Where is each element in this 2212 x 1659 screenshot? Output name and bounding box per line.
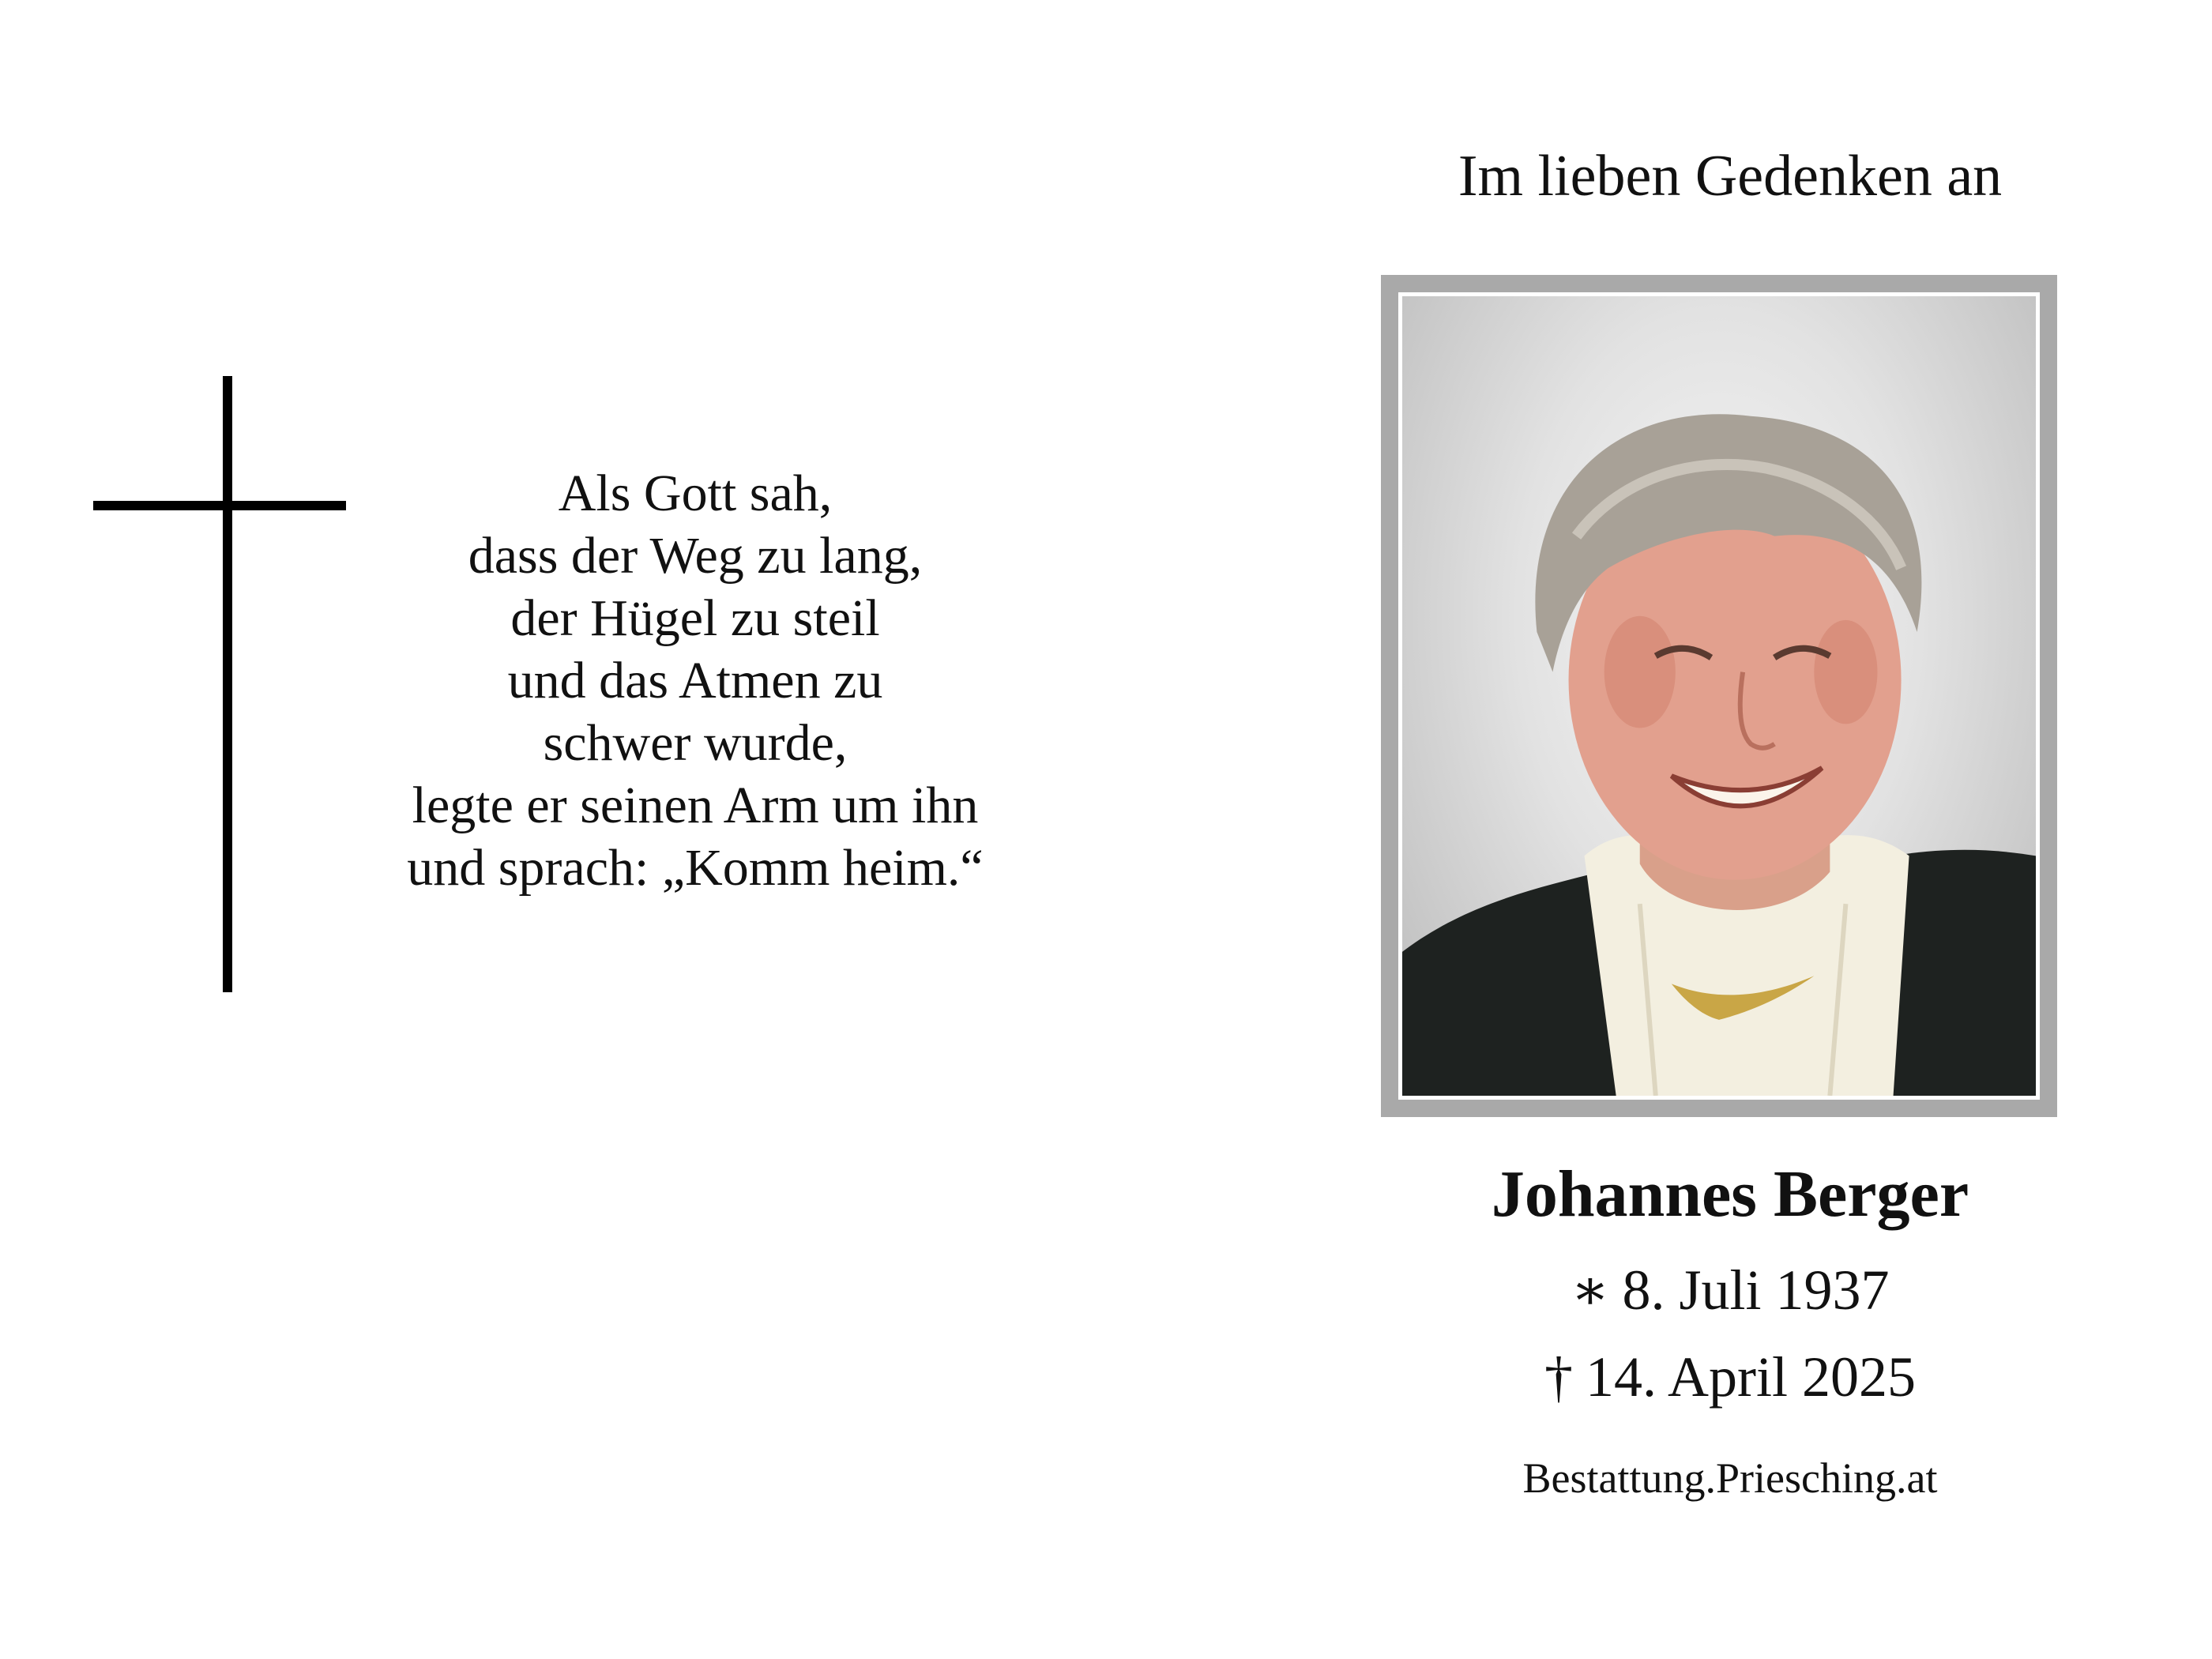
birth-date-row	[1375, 1256, 2086, 1324]
dagger-icon: †	[1544, 1345, 1573, 1409]
cross-vertical-bar	[223, 376, 232, 992]
asterisk-icon: ∗	[1571, 1258, 1610, 1322]
poem-line: schwer wurde,	[543, 714, 848, 772]
poem-line: legte er seinen Arm um ihn	[412, 777, 979, 834]
death-date: 14. April 2025	[1585, 1345, 1916, 1409]
portrait-photo	[1398, 292, 2040, 1100]
poem-line: Als Gott sah,	[558, 465, 833, 522]
poem-line: und das Atmen zu	[507, 652, 883, 709]
death-date-row	[1375, 1343, 2086, 1411]
portrait-frame	[1381, 275, 2057, 1117]
poem-line: der Hügel zu steil	[510, 589, 880, 647]
cross-horizontal-bar	[93, 501, 346, 510]
memorial-heading: Im lieben Gedenken an	[1458, 144, 2003, 209]
funeral-home-website: Bestattung.Priesching.at	[1522, 1454, 1938, 1502]
poem	[348, 462, 1043, 899]
deceased-name: Johannes Berger	[1491, 1157, 1969, 1231]
birth-date: 8. Juli 1937	[1622, 1258, 1890, 1322]
poem-line: dass der Weg zu lang,	[468, 527, 923, 585]
cross-icon	[93, 376, 346, 992]
portrait-illustration	[1402, 296, 2036, 1096]
poem-line: und sprach: „Komm heim.“	[407, 839, 984, 897]
